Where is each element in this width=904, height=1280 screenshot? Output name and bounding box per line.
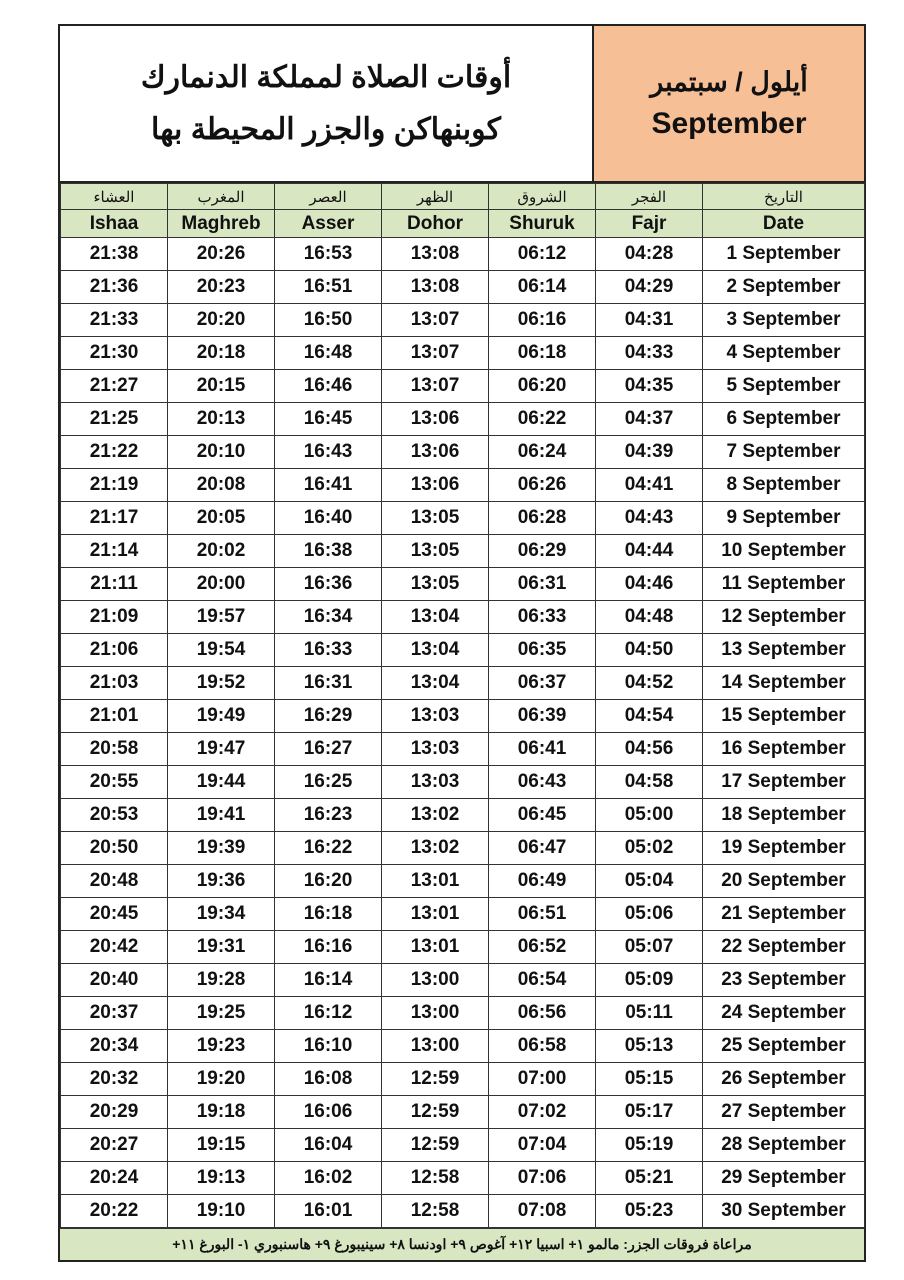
column-header-ar: الفجر — [596, 184, 703, 210]
footer-note: مراعاة فروقات الجزر: مالمو ١+ اسبيا ١٢+ آغوص ٩+ اودنسا ٨+ سينيبورغ ٩+ هاسنبوري ١- البورغ ١١+ — [60, 1228, 864, 1260]
time-cell: 13:07 — [382, 337, 489, 370]
time-cell: 16:14 — [275, 964, 382, 997]
table-row — [61, 766, 865, 799]
time-cell: 16:53 — [275, 238, 382, 271]
time-cell: 13:05 — [382, 502, 489, 535]
time-cell: 20:34 — [61, 1030, 168, 1063]
date-cell: 16 September — [703, 733, 865, 766]
time-cell: 13:01 — [382, 865, 489, 898]
time-cell: 06:28 — [489, 502, 596, 535]
time-cell: 06:47 — [489, 832, 596, 865]
date-cell: 25 September — [703, 1030, 865, 1063]
time-cell: 05:23 — [596, 1195, 703, 1228]
time-cell: 13:02 — [382, 799, 489, 832]
time-cell: 20:15 — [168, 370, 275, 403]
table-row — [61, 1096, 865, 1129]
time-cell: 06:51 — [489, 898, 596, 931]
time-cell: 04:58 — [596, 766, 703, 799]
time-cell: 21:22 — [61, 436, 168, 469]
time-cell: 13:04 — [382, 634, 489, 667]
time-cell: 20:24 — [61, 1162, 168, 1195]
time-cell: 06:33 — [489, 601, 596, 634]
time-cell: 19:25 — [168, 997, 275, 1030]
time-cell: 21:33 — [61, 304, 168, 337]
date-cell: 18 September — [703, 799, 865, 832]
time-cell: 06:24 — [489, 436, 596, 469]
time-cell: 06:18 — [489, 337, 596, 370]
time-cell: 06:45 — [489, 799, 596, 832]
date-cell: 28 September — [703, 1129, 865, 1162]
time-cell: 13:07 — [382, 370, 489, 403]
time-cell: 06:56 — [489, 997, 596, 1030]
table-row — [61, 601, 865, 634]
time-cell: 04:28 — [596, 238, 703, 271]
time-cell: 19:49 — [168, 700, 275, 733]
column-header-en: Asser — [275, 210, 382, 238]
column-header-en: Ishaa — [61, 210, 168, 238]
time-cell: 20:58 — [61, 733, 168, 766]
time-cell: 20:00 — [168, 568, 275, 601]
time-cell: 06:43 — [489, 766, 596, 799]
time-cell: 06:52 — [489, 931, 596, 964]
date-cell: 30 September — [703, 1195, 865, 1228]
time-cell: 20:23 — [168, 271, 275, 304]
time-cell: 05:07 — [596, 931, 703, 964]
time-cell: 13:07 — [382, 304, 489, 337]
table-row — [61, 964, 865, 997]
table-row — [61, 370, 865, 403]
time-cell: 12:59 — [382, 1096, 489, 1129]
time-cell: 06:41 — [489, 733, 596, 766]
time-cell: 04:52 — [596, 667, 703, 700]
time-cell: 20:08 — [168, 469, 275, 502]
column-header-en: Maghreb — [168, 210, 275, 238]
time-cell: 04:46 — [596, 568, 703, 601]
time-cell: 04:44 — [596, 535, 703, 568]
time-cell: 13:02 — [382, 832, 489, 865]
date-cell: 19 September — [703, 832, 865, 865]
table-row — [61, 733, 865, 766]
time-cell: 05:17 — [596, 1096, 703, 1129]
time-cell: 07:00 — [489, 1063, 596, 1096]
time-cell: 16:51 — [275, 271, 382, 304]
time-cell: 04:33 — [596, 337, 703, 370]
time-cell: 13:03 — [382, 766, 489, 799]
table-row — [61, 1063, 865, 1096]
table-row — [61, 568, 865, 601]
time-cell: 06:49 — [489, 865, 596, 898]
time-cell: 19:28 — [168, 964, 275, 997]
time-cell: 13:03 — [382, 700, 489, 733]
time-cell: 13:06 — [382, 469, 489, 502]
time-cell: 07:08 — [489, 1195, 596, 1228]
table-row — [61, 997, 865, 1030]
time-cell: 16:10 — [275, 1030, 382, 1063]
date-cell: 5 September — [703, 370, 865, 403]
time-cell: 20:50 — [61, 832, 168, 865]
time-cell: 05:11 — [596, 997, 703, 1030]
time-cell: 06:58 — [489, 1030, 596, 1063]
time-cell: 20:13 — [168, 403, 275, 436]
sheet-header — [60, 26, 864, 183]
time-cell: 16:25 — [275, 766, 382, 799]
table-body — [61, 238, 865, 1228]
time-cell: 21:38 — [61, 238, 168, 271]
time-cell: 16:08 — [275, 1063, 382, 1096]
time-cell: 16:48 — [275, 337, 382, 370]
time-cell: 06:35 — [489, 634, 596, 667]
time-cell: 19:57 — [168, 601, 275, 634]
time-cell: 05:21 — [596, 1162, 703, 1195]
date-cell: 6 September — [703, 403, 865, 436]
table-row — [61, 1195, 865, 1228]
date-cell: 23 September — [703, 964, 865, 997]
date-cell: 1 September — [703, 238, 865, 271]
time-cell: 04:35 — [596, 370, 703, 403]
time-cell: 19:39 — [168, 832, 275, 865]
time-cell: 16:31 — [275, 667, 382, 700]
time-cell: 16:43 — [275, 436, 382, 469]
table-row — [61, 403, 865, 436]
column-header-en: Fajr — [596, 210, 703, 238]
time-cell: 16:29 — [275, 700, 382, 733]
column-header-ar: التاريخ — [703, 184, 865, 210]
time-cell: 12:59 — [382, 1063, 489, 1096]
date-cell: 2 September — [703, 271, 865, 304]
time-cell: 16:12 — [275, 997, 382, 1030]
time-cell: 16:23 — [275, 799, 382, 832]
time-cell: 06:22 — [489, 403, 596, 436]
column-header-en: Shuruk — [489, 210, 596, 238]
time-cell: 05:13 — [596, 1030, 703, 1063]
table-row — [61, 634, 865, 667]
time-cell: 20:10 — [168, 436, 275, 469]
time-cell: 19:31 — [168, 931, 275, 964]
prayer-times-sheet — [58, 24, 866, 1262]
arabic-header-row — [61, 184, 865, 210]
time-cell: 06:31 — [489, 568, 596, 601]
time-cell: 20:02 — [168, 535, 275, 568]
title-box — [60, 26, 594, 181]
time-cell: 21:27 — [61, 370, 168, 403]
time-cell: 21:09 — [61, 601, 168, 634]
time-cell: 05:00 — [596, 799, 703, 832]
time-cell: 20:20 — [168, 304, 275, 337]
time-cell: 06:14 — [489, 271, 596, 304]
table-row — [61, 337, 865, 370]
column-header-ar: العصر — [275, 184, 382, 210]
table-row — [61, 931, 865, 964]
time-cell: 21:14 — [61, 535, 168, 568]
column-header-ar: الشروق — [489, 184, 596, 210]
time-cell: 04:54 — [596, 700, 703, 733]
date-cell: 27 September — [703, 1096, 865, 1129]
table-row — [61, 1162, 865, 1195]
date-cell: 17 September — [703, 766, 865, 799]
time-cell: 21:11 — [61, 568, 168, 601]
time-cell: 04:43 — [596, 502, 703, 535]
time-cell: 19:18 — [168, 1096, 275, 1129]
time-cell: 06:54 — [489, 964, 596, 997]
time-cell: 13:06 — [382, 403, 489, 436]
time-cell: 21:03 — [61, 667, 168, 700]
date-cell: 10 September — [703, 535, 865, 568]
time-cell: 19:54 — [168, 634, 275, 667]
table-row — [61, 502, 865, 535]
time-cell: 20:29 — [61, 1096, 168, 1129]
table-row — [61, 535, 865, 568]
time-cell: 05:09 — [596, 964, 703, 997]
table-row — [61, 304, 865, 337]
table-row — [61, 799, 865, 832]
time-cell: 21:25 — [61, 403, 168, 436]
time-cell: 05:02 — [596, 832, 703, 865]
time-cell: 13:04 — [382, 601, 489, 634]
time-cell: 13:03 — [382, 733, 489, 766]
time-cell: 12:58 — [382, 1195, 489, 1228]
date-cell: 12 September — [703, 601, 865, 634]
month-english: September — [651, 106, 807, 140]
time-cell: 04:29 — [596, 271, 703, 304]
time-cell: 12:59 — [382, 1129, 489, 1162]
time-cell: 19:23 — [168, 1030, 275, 1063]
time-cell: 04:39 — [596, 436, 703, 469]
date-cell: 14 September — [703, 667, 865, 700]
time-cell: 19:15 — [168, 1129, 275, 1162]
column-header-ar: المغرب — [168, 184, 275, 210]
time-cell: 04:41 — [596, 469, 703, 502]
date-cell: 29 September — [703, 1162, 865, 1195]
table-row — [61, 469, 865, 502]
table-row — [61, 436, 865, 469]
time-cell: 07:06 — [489, 1162, 596, 1195]
column-header-en: Dohor — [382, 210, 489, 238]
title-line-1: أوقات الصلاة لمملكة الدنمارك — [140, 60, 512, 94]
time-cell: 16:41 — [275, 469, 382, 502]
date-cell: 21 September — [703, 898, 865, 931]
english-header-row — [61, 210, 865, 238]
time-cell: 13:08 — [382, 238, 489, 271]
time-cell: 16:27 — [275, 733, 382, 766]
time-cell: 16:40 — [275, 502, 382, 535]
time-cell: 21:17 — [61, 502, 168, 535]
time-cell: 20:22 — [61, 1195, 168, 1228]
time-cell: 21:30 — [61, 337, 168, 370]
time-cell: 13:00 — [382, 997, 489, 1030]
time-cell: 13:08 — [382, 271, 489, 304]
time-cell: 13:04 — [382, 667, 489, 700]
time-cell: 19:36 — [168, 865, 275, 898]
time-cell: 06:20 — [489, 370, 596, 403]
date-cell: 11 September — [703, 568, 865, 601]
time-cell: 16:01 — [275, 1195, 382, 1228]
time-cell: 13:01 — [382, 898, 489, 931]
time-cell: 06:37 — [489, 667, 596, 700]
time-cell: 16:34 — [275, 601, 382, 634]
month-box — [594, 26, 864, 181]
time-cell: 16:02 — [275, 1162, 382, 1195]
time-cell: 05:15 — [596, 1063, 703, 1096]
month-arabic: أيلول / سبتمبر — [650, 66, 808, 97]
table-row — [61, 667, 865, 700]
table-row — [61, 1129, 865, 1162]
date-cell: 8 September — [703, 469, 865, 502]
time-cell: 16:18 — [275, 898, 382, 931]
time-cell: 04:31 — [596, 304, 703, 337]
date-cell: 7 September — [703, 436, 865, 469]
time-cell: 16:20 — [275, 865, 382, 898]
time-cell: 21:36 — [61, 271, 168, 304]
time-cell: 20:48 — [61, 865, 168, 898]
time-cell: 20:42 — [61, 931, 168, 964]
time-cell: 19:47 — [168, 733, 275, 766]
time-cell: 16:46 — [275, 370, 382, 403]
time-cell: 20:32 — [61, 1063, 168, 1096]
time-cell: 20:37 — [61, 997, 168, 1030]
time-cell: 20:18 — [168, 337, 275, 370]
time-cell: 20:53 — [61, 799, 168, 832]
time-cell: 21:01 — [61, 700, 168, 733]
time-cell: 04:48 — [596, 601, 703, 634]
date-cell: 26 September — [703, 1063, 865, 1096]
date-cell: 20 September — [703, 865, 865, 898]
time-cell: 16:33 — [275, 634, 382, 667]
table-row — [61, 700, 865, 733]
time-cell: 06:16 — [489, 304, 596, 337]
time-cell: 16:36 — [275, 568, 382, 601]
column-header-en: Date — [703, 210, 865, 238]
time-cell: 13:00 — [382, 1030, 489, 1063]
time-cell: 13:05 — [382, 535, 489, 568]
title-line-2: كوبنهاكن والجزر المحيطة بها — [151, 112, 501, 146]
time-cell: 19:44 — [168, 766, 275, 799]
time-cell: 19:20 — [168, 1063, 275, 1096]
time-cell: 04:56 — [596, 733, 703, 766]
prayer-times-table — [60, 183, 865, 1228]
time-cell: 19:34 — [168, 898, 275, 931]
table-row — [61, 832, 865, 865]
column-header-ar: الظهر — [382, 184, 489, 210]
time-cell: 13:05 — [382, 568, 489, 601]
time-cell: 04:50 — [596, 634, 703, 667]
time-cell: 19:13 — [168, 1162, 275, 1195]
time-cell: 06:26 — [489, 469, 596, 502]
date-cell: 24 September — [703, 997, 865, 1030]
table-row — [61, 865, 865, 898]
time-cell: 16:04 — [275, 1129, 382, 1162]
table-row — [61, 898, 865, 931]
time-cell: 16:45 — [275, 403, 382, 436]
time-cell: 21:19 — [61, 469, 168, 502]
time-cell: 12:58 — [382, 1162, 489, 1195]
time-cell: 16:06 — [275, 1096, 382, 1129]
column-header-ar: العشاء — [61, 184, 168, 210]
time-cell: 19:10 — [168, 1195, 275, 1228]
time-cell: 20:40 — [61, 964, 168, 997]
date-cell: 3 September — [703, 304, 865, 337]
date-cell: 15 September — [703, 700, 865, 733]
time-cell: 06:39 — [489, 700, 596, 733]
time-cell: 20:27 — [61, 1129, 168, 1162]
time-cell: 06:29 — [489, 535, 596, 568]
time-cell: 05:19 — [596, 1129, 703, 1162]
date-cell: 4 September — [703, 337, 865, 370]
time-cell: 19:41 — [168, 799, 275, 832]
time-cell: 20:55 — [61, 766, 168, 799]
time-cell: 16:16 — [275, 931, 382, 964]
time-cell: 07:04 — [489, 1129, 596, 1162]
time-cell: 04:37 — [596, 403, 703, 436]
time-cell: 13:01 — [382, 931, 489, 964]
time-cell: 05:06 — [596, 898, 703, 931]
time-cell: 20:45 — [61, 898, 168, 931]
time-cell: 20:26 — [168, 238, 275, 271]
time-cell: 19:52 — [168, 667, 275, 700]
time-cell: 13:06 — [382, 436, 489, 469]
table-row — [61, 1030, 865, 1063]
time-cell: 05:04 — [596, 865, 703, 898]
time-cell: 20:05 — [168, 502, 275, 535]
date-cell: 22 September — [703, 931, 865, 964]
time-cell: 16:22 — [275, 832, 382, 865]
time-cell: 06:12 — [489, 238, 596, 271]
time-cell: 16:38 — [275, 535, 382, 568]
time-cell: 16:50 — [275, 304, 382, 337]
time-cell: 07:02 — [489, 1096, 596, 1129]
date-cell: 9 September — [703, 502, 865, 535]
date-cell: 13 September — [703, 634, 865, 667]
table-row — [61, 238, 865, 271]
table-row — [61, 271, 865, 304]
time-cell: 13:00 — [382, 964, 489, 997]
time-cell: 21:06 — [61, 634, 168, 667]
